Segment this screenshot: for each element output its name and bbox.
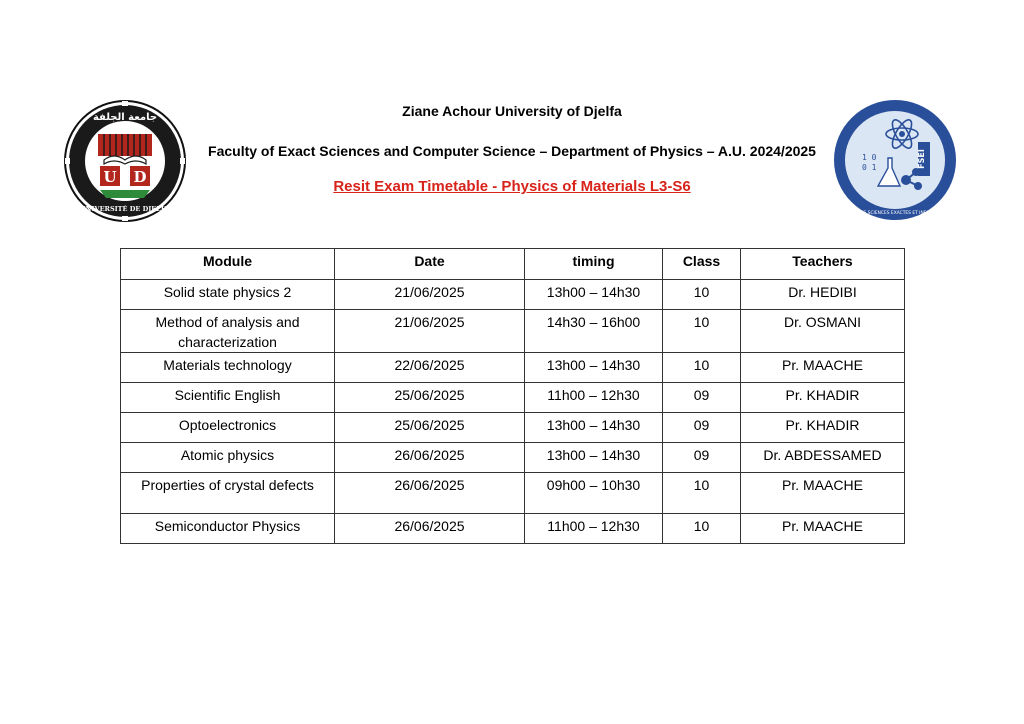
date-cell: 21/06/2025 bbox=[335, 310, 525, 353]
exam-timetable bbox=[120, 248, 905, 544]
date-cell: 26/06/2025 bbox=[335, 514, 525, 544]
module-cell: Semiconductor Physics bbox=[121, 514, 335, 544]
date-cell: 21/06/2025 bbox=[335, 280, 525, 310]
class-cell: 09 bbox=[663, 413, 741, 443]
table-row bbox=[121, 413, 905, 443]
table-row bbox=[121, 473, 905, 514]
teacher-cell: Dr. HEDIBI bbox=[741, 280, 905, 310]
table-header-row bbox=[121, 249, 905, 280]
class-cell: 09 bbox=[663, 383, 741, 413]
timing-cell: 11h00 – 12h30 bbox=[525, 514, 663, 544]
module-cell: Solid state physics 2 bbox=[121, 280, 335, 310]
table-row bbox=[121, 383, 905, 413]
module-cell: Properties of crystal defects bbox=[121, 473, 335, 514]
table-row bbox=[121, 353, 905, 383]
table-row bbox=[121, 310, 905, 353]
module-cell: Method of analysis and characterization bbox=[121, 310, 335, 353]
teacher-cell: Dr. ABDESSAMED bbox=[741, 443, 905, 473]
date-cell: 25/06/2025 bbox=[335, 383, 525, 413]
teacher-cell: Pr. MAACHE bbox=[741, 514, 905, 544]
timing-cell: 09h00 – 10h30 bbox=[525, 473, 663, 514]
table-row bbox=[121, 514, 905, 544]
fsei-faculty-logo bbox=[832, 98, 958, 222]
teacher-cell: Pr. MAACHE bbox=[741, 473, 905, 514]
svg-text:1990: 1990 bbox=[117, 125, 133, 132]
date-cell: 26/06/2025 bbox=[335, 473, 525, 514]
column-header-class: Class bbox=[663, 249, 741, 280]
timing-cell: 14h30 – 16h00 bbox=[525, 310, 663, 353]
svg-text:D: D bbox=[133, 168, 147, 186]
module-cell: Atomic physics bbox=[121, 443, 335, 473]
timing-cell: 13h00 – 14h30 bbox=[525, 443, 663, 473]
fsei-acronym: FSEI bbox=[917, 149, 926, 169]
svg-text:1 0: 1 0 bbox=[862, 153, 877, 162]
svg-text:U: U bbox=[103, 168, 117, 186]
university-title: Ziane Achour University of Djelfa bbox=[402, 103, 622, 119]
timing-cell: 13h00 – 14h30 bbox=[525, 280, 663, 310]
timing-cell: 11h00 – 12h30 bbox=[525, 383, 663, 413]
column-header-timing: timing bbox=[525, 249, 663, 280]
timing-cell: 13h00 – 14h30 bbox=[525, 413, 663, 443]
module-cell: Scientific English bbox=[121, 383, 335, 413]
column-header-date: Date bbox=[335, 249, 525, 280]
faculty-department-line: Faculty of Exact Sciences and Computer Science – Department of Physics – A.U. 2024/2025 bbox=[208, 143, 816, 159]
module-cell: Materials technology bbox=[121, 353, 335, 383]
class-cell: 09 bbox=[663, 443, 741, 473]
teacher-cell: Pr. KHADIR bbox=[741, 383, 905, 413]
column-header-module: Module bbox=[121, 249, 335, 280]
date-cell: 26/06/2025 bbox=[335, 443, 525, 473]
date-cell: 22/06/2025 bbox=[335, 353, 525, 383]
fsei-ring-text: FACULTÉ DES SCIENCES EXACTES ET INFORMATIQUE bbox=[837, 211, 953, 216]
logo-ring-text: UNIVERSITÉ DE DJELFA bbox=[79, 205, 171, 213]
timetable-title: Resit Exam Timetable - Physics of Materials L3-S6 bbox=[333, 178, 691, 195]
class-cell: 10 bbox=[663, 353, 741, 383]
document-header bbox=[0, 0, 1024, 240]
teacher-cell: Dr. OSMANI bbox=[741, 310, 905, 353]
module-cell: Optoelectronics bbox=[121, 413, 335, 443]
svg-text:0 1: 0 1 bbox=[862, 163, 877, 172]
teacher-cell: Pr. KHADIR bbox=[741, 413, 905, 443]
class-cell: 10 bbox=[663, 310, 741, 353]
class-cell: 10 bbox=[663, 514, 741, 544]
timing-cell: 13h00 – 14h30 bbox=[525, 353, 663, 383]
class-cell: 10 bbox=[663, 280, 741, 310]
logo-arabic-text: جامعة الجلفة bbox=[92, 112, 158, 123]
table-row bbox=[121, 443, 905, 473]
column-header-teachers: Teachers bbox=[741, 249, 905, 280]
teacher-cell: Pr. MAACHE bbox=[741, 353, 905, 383]
table-row bbox=[121, 280, 905, 310]
class-cell: 10 bbox=[663, 473, 741, 514]
date-cell: 25/06/2025 bbox=[335, 413, 525, 443]
